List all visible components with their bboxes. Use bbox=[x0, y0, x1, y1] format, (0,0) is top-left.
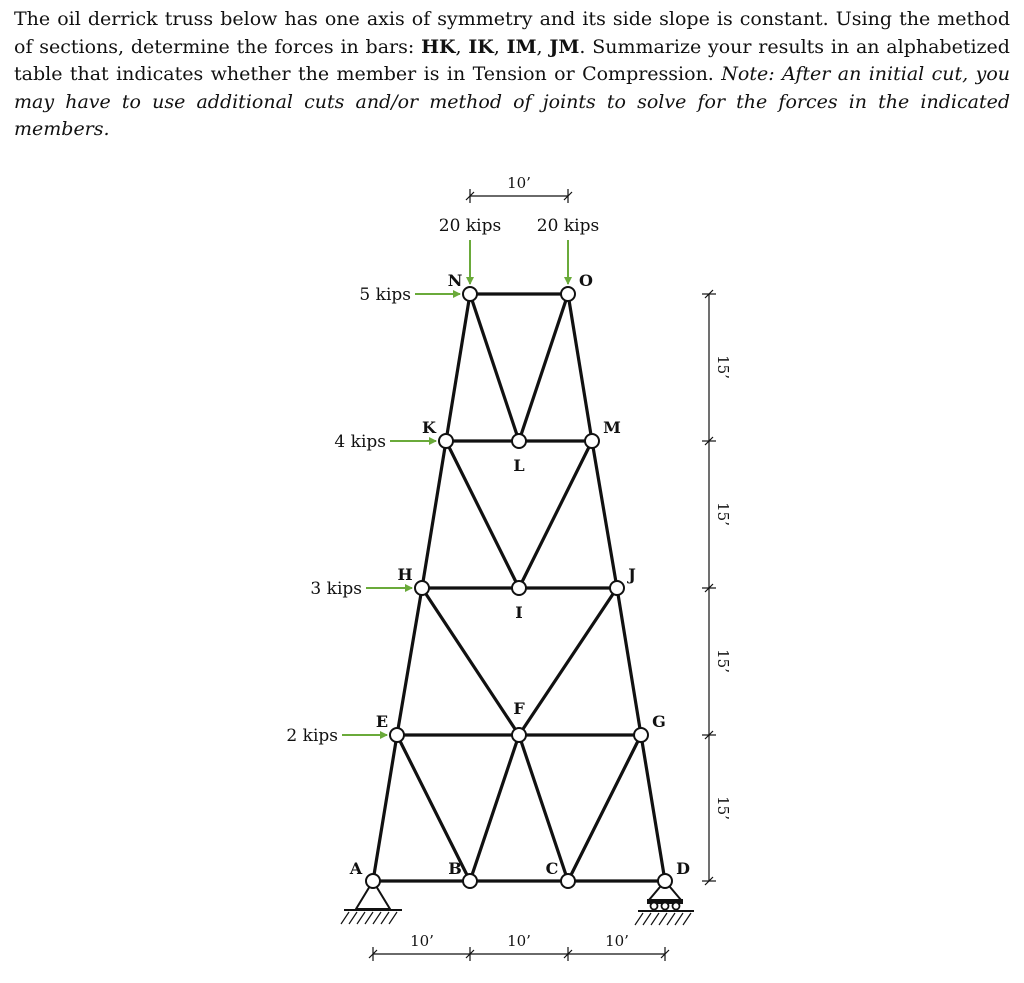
node-label-n: N bbox=[447, 271, 463, 290]
joint-g bbox=[634, 728, 648, 742]
node-label-c: C bbox=[545, 859, 559, 878]
joint-d bbox=[658, 874, 672, 888]
dimension-label-height-1: 15’ bbox=[714, 355, 732, 379]
node-label-m: M bbox=[603, 418, 621, 437]
member-kn bbox=[446, 294, 470, 441]
node-label-j: J bbox=[628, 565, 636, 584]
problem-note: Note: After an initial cut, you may have to use additional cuts and/or method of joints to solve for the forces in the indicated members. bbox=[14, 63, 1010, 140]
node-label-i: I bbox=[515, 603, 523, 622]
load-label-k-horizontal: 4 kips bbox=[334, 432, 386, 452]
node-label-e: E bbox=[375, 712, 389, 731]
member-lo bbox=[519, 294, 568, 441]
node-label-f: F bbox=[513, 699, 525, 718]
joint-f bbox=[512, 728, 526, 742]
dimension-label-height-4: 15’ bbox=[714, 796, 732, 820]
node-label-b: B bbox=[448, 859, 462, 878]
joint-k bbox=[439, 434, 453, 448]
separator: , bbox=[455, 35, 469, 58]
joint-h bbox=[415, 581, 429, 595]
problem-text-instructions: . Summarize your results in an alphabetized table that indicates whether the member is in Tension or Compression. bbox=[14, 35, 1010, 85]
dimension-label-top: 10’ bbox=[507, 174, 531, 192]
joint-b bbox=[463, 874, 477, 888]
bar-name-ik: IK bbox=[468, 35, 494, 58]
load-label-n-horizontal: 5 kips bbox=[359, 285, 411, 305]
joint-c bbox=[561, 874, 575, 888]
node-label-o: O bbox=[579, 271, 593, 290]
member-bf bbox=[470, 735, 519, 881]
node-label-a: A bbox=[349, 859, 363, 878]
dimension-label-ab: 10’ bbox=[410, 932, 434, 950]
dimension-label-cd: 10’ bbox=[605, 932, 629, 950]
member-mo bbox=[568, 294, 592, 441]
dimension-right bbox=[702, 290, 716, 885]
bar-name-hk: HK bbox=[421, 35, 456, 58]
member-ki bbox=[446, 441, 519, 588]
joint-e bbox=[390, 728, 404, 742]
node-label-g: G bbox=[652, 712, 666, 731]
joint-j bbox=[610, 581, 624, 595]
joint-l bbox=[512, 434, 526, 448]
member-cg bbox=[568, 735, 641, 881]
node-label-d: D bbox=[676, 859, 690, 878]
member-jm bbox=[592, 441, 617, 588]
member-hf bbox=[422, 588, 519, 735]
dimension-label-height-3: 15’ bbox=[714, 649, 732, 673]
member-nl bbox=[470, 294, 519, 441]
joint-o bbox=[561, 287, 575, 301]
joint-a bbox=[366, 874, 380, 888]
node-label-k: K bbox=[422, 418, 436, 437]
member-eh bbox=[397, 588, 422, 735]
member-ae bbox=[373, 735, 397, 881]
separator: , bbox=[536, 35, 550, 58]
joint-n bbox=[463, 287, 477, 301]
member-gj bbox=[617, 588, 641, 735]
load-label-e-horizontal: 2 kips bbox=[286, 726, 338, 746]
bar-name-im: IM bbox=[506, 35, 537, 58]
loads bbox=[342, 240, 568, 735]
node-label-h: H bbox=[397, 565, 413, 584]
member-fj bbox=[519, 588, 617, 735]
member-dg bbox=[641, 735, 665, 881]
load-label-h-horizontal: 3 kips bbox=[310, 579, 362, 599]
load-label-n-vertical: 20 kips bbox=[438, 216, 502, 236]
dimension-label-bc: 10’ bbox=[507, 932, 531, 950]
member-hk bbox=[422, 441, 446, 588]
dimension-label-height-2: 15’ bbox=[714, 502, 732, 526]
separator: , bbox=[493, 35, 507, 58]
joint-m bbox=[585, 434, 599, 448]
member-fc bbox=[519, 735, 568, 881]
node-label-l: L bbox=[513, 456, 525, 475]
member-im bbox=[519, 441, 592, 588]
bar-name-jm: JM bbox=[549, 35, 580, 58]
joint-i bbox=[512, 581, 526, 595]
problem-text-intro: The oil derrick truss below has one axis of symmetry and its side slope is constant. Using the method of sections, determine the forces in bars: bbox=[14, 8, 1010, 58]
load-label-o-vertical: 20 kips bbox=[536, 216, 600, 236]
